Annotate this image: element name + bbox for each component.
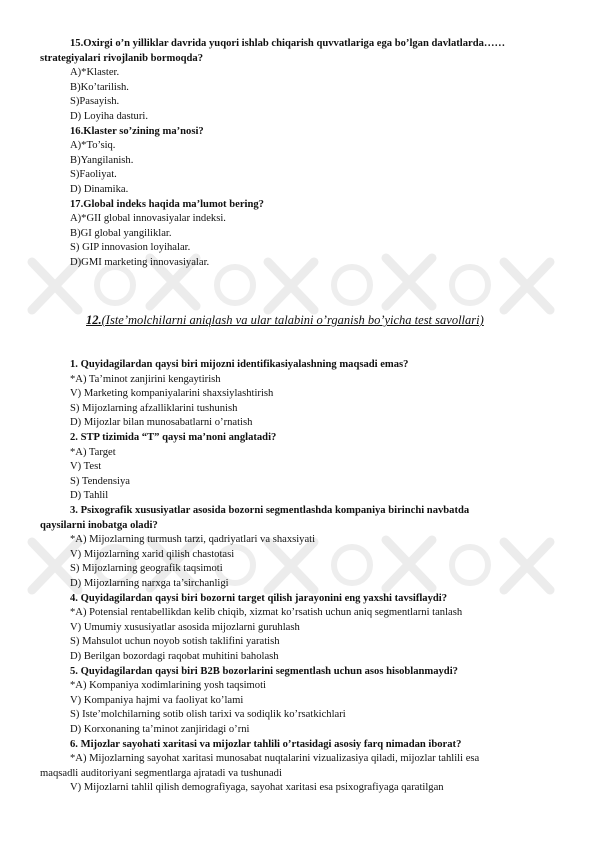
- answer-option: S)Faoliyat.: [70, 169, 117, 181]
- answer-option: *A) Mijozlarning turmush tarzi, qadriyatlari va shaxsiyati: [70, 534, 316, 546]
- section-heading: [86, 313, 546, 328]
- answer-option: V) Marketing kompaniyalarini shaxsiylashtirish: [70, 388, 274, 400]
- answer-option: S) GIP innovasion loyihalar.: [70, 242, 191, 254]
- question-text: 6. Mijozlar sayohati xaritasi va mijozlar tahlili o’rtasidagi asosiy farq nimadan iborat?: [70, 738, 462, 750]
- question-text: 5. Quyidagilardan qaysi biri B2B bozorlarini segmentlash uchun asos hisoblanmaydi?: [70, 665, 458, 677]
- answer-option: D) Mijozlarning narxga ta’sirchanligi: [70, 578, 229, 589]
- answer-option: S) Mijozlarning afzalliklarini tushunish: [70, 402, 238, 414]
- question-text: 4. Quyidagilardan qaysi biri bozorni target qilish jarayonini eng yaxshi tavsiflaydi?: [70, 592, 448, 604]
- answer-option: B)Yangilanish.: [70, 154, 134, 166]
- answer-option: A)*Klaster.: [70, 67, 120, 79]
- question-text: 17.Global indeks haqida ma’lumot bering?: [70, 198, 264, 210]
- question-text: qaysilarni inobatga oladi?: [40, 519, 158, 531]
- question-text: 16.Klaster so’zining ma’nosi?: [70, 125, 204, 137]
- answer-option: V) Umumiy xususiyatlar asosida mijozlarni guruhlash: [70, 621, 300, 633]
- answer-option: A)*GII global innovasiyalar indeksi.: [70, 213, 226, 225]
- answer-option: maqsadli auditoriyani segmentlarga ajratadi va tushunadi: [40, 767, 282, 779]
- question-text: strategiyalari rivojlanib bormoqda?: [40, 52, 204, 64]
- answer-option: *A) Potensial rentabellikdan kelib chiqib, xizmat ko’rsatish uchun aniq segmentlarni tanlash: [70, 607, 463, 619]
- answer-option: S) Iste’molchilarning sotib olish tarixi va sodiqlik ko’rsatkichlari: [70, 709, 346, 721]
- answer-option: D) Dinamika.: [70, 184, 129, 195]
- question-text: 3. Psixografik xususiyatlar asosida bozorni segmentlashda kompaniya birinchi navbatda: [70, 505, 470, 516]
- question-text: 15.Oxirgi o’n yilliklar davrida yuqori ishlab chiqarish quvvatlariga ega bo’lgan davlatlarda……: [70, 38, 506, 49]
- answer-option: *A) Target: [70, 446, 116, 458]
- answer-option: *A) Kompaniya xodimlarining yosh taqsimoti: [70, 680, 266, 692]
- answer-option: S) Mijozlarning geografik taqsimoti: [70, 563, 223, 575]
- question-text: 1. Quyidagilardan qaysi biri mijozni identifikasiyalashning maqsadi emas?: [70, 359, 409, 370]
- answer-option: B)Ko’tarilish.: [70, 81, 129, 93]
- answer-option: *A) Mijozlarning sayohat xaritasi munosabat nuqtalarini vizualizasiya qiladi, mijozlar tahlili esa: [70, 753, 480, 765]
- answer-option: V) Kompaniya hajmi va faoliyat ko’lami: [70, 694, 244, 706]
- answer-option: D) Mijozlar bilan munosabatlarni o’rnatish: [70, 417, 253, 429]
- answer-option: S) Tendensiya: [70, 475, 130, 487]
- section-title-text: (Iste’molchilarni aniqlash va ular talabini o’rganish bo’yicha test savollari): [101, 313, 484, 327]
- answer-option: S) Mahsulot uchun noyob sotish taklifini yaratish: [70, 636, 280, 648]
- answer-option: D) Korxonaning ta’minot zanjiridagi o’rni: [70, 724, 250, 735]
- answer-option: V) Mijozlarni tahlil qilish demografiyaga, sayohat xaritasi esa psixografiyaga qaratilgan: [70, 782, 444, 794]
- section-number: 12.: [86, 313, 102, 327]
- answer-option: A)*To’siq.: [70, 140, 116, 152]
- answer-option: *A) Ta’minot zanjirini kengaytirish: [70, 373, 221, 385]
- answer-option: V) Test: [70, 461, 102, 473]
- answer-option: D) Berilgan bozordagi raqobat muhitini baholash: [70, 651, 279, 662]
- answer-option: D) Tahlil: [70, 490, 109, 502]
- answer-option: V) Mijozlarning xarid qilish chastotasi: [70, 548, 235, 560]
- question-text: 2. STP tizimida “T” qaysi ma’noni anglatadi?: [70, 432, 277, 443]
- answer-option: S)Pasayish.: [70, 96, 120, 108]
- answer-option: B)GI global yangiliklar.: [70, 227, 172, 239]
- answer-option: D) Loyiha dasturi.: [70, 111, 148, 122]
- answer-option: D)GMI marketing innovasiyalar.: [70, 257, 210, 268]
